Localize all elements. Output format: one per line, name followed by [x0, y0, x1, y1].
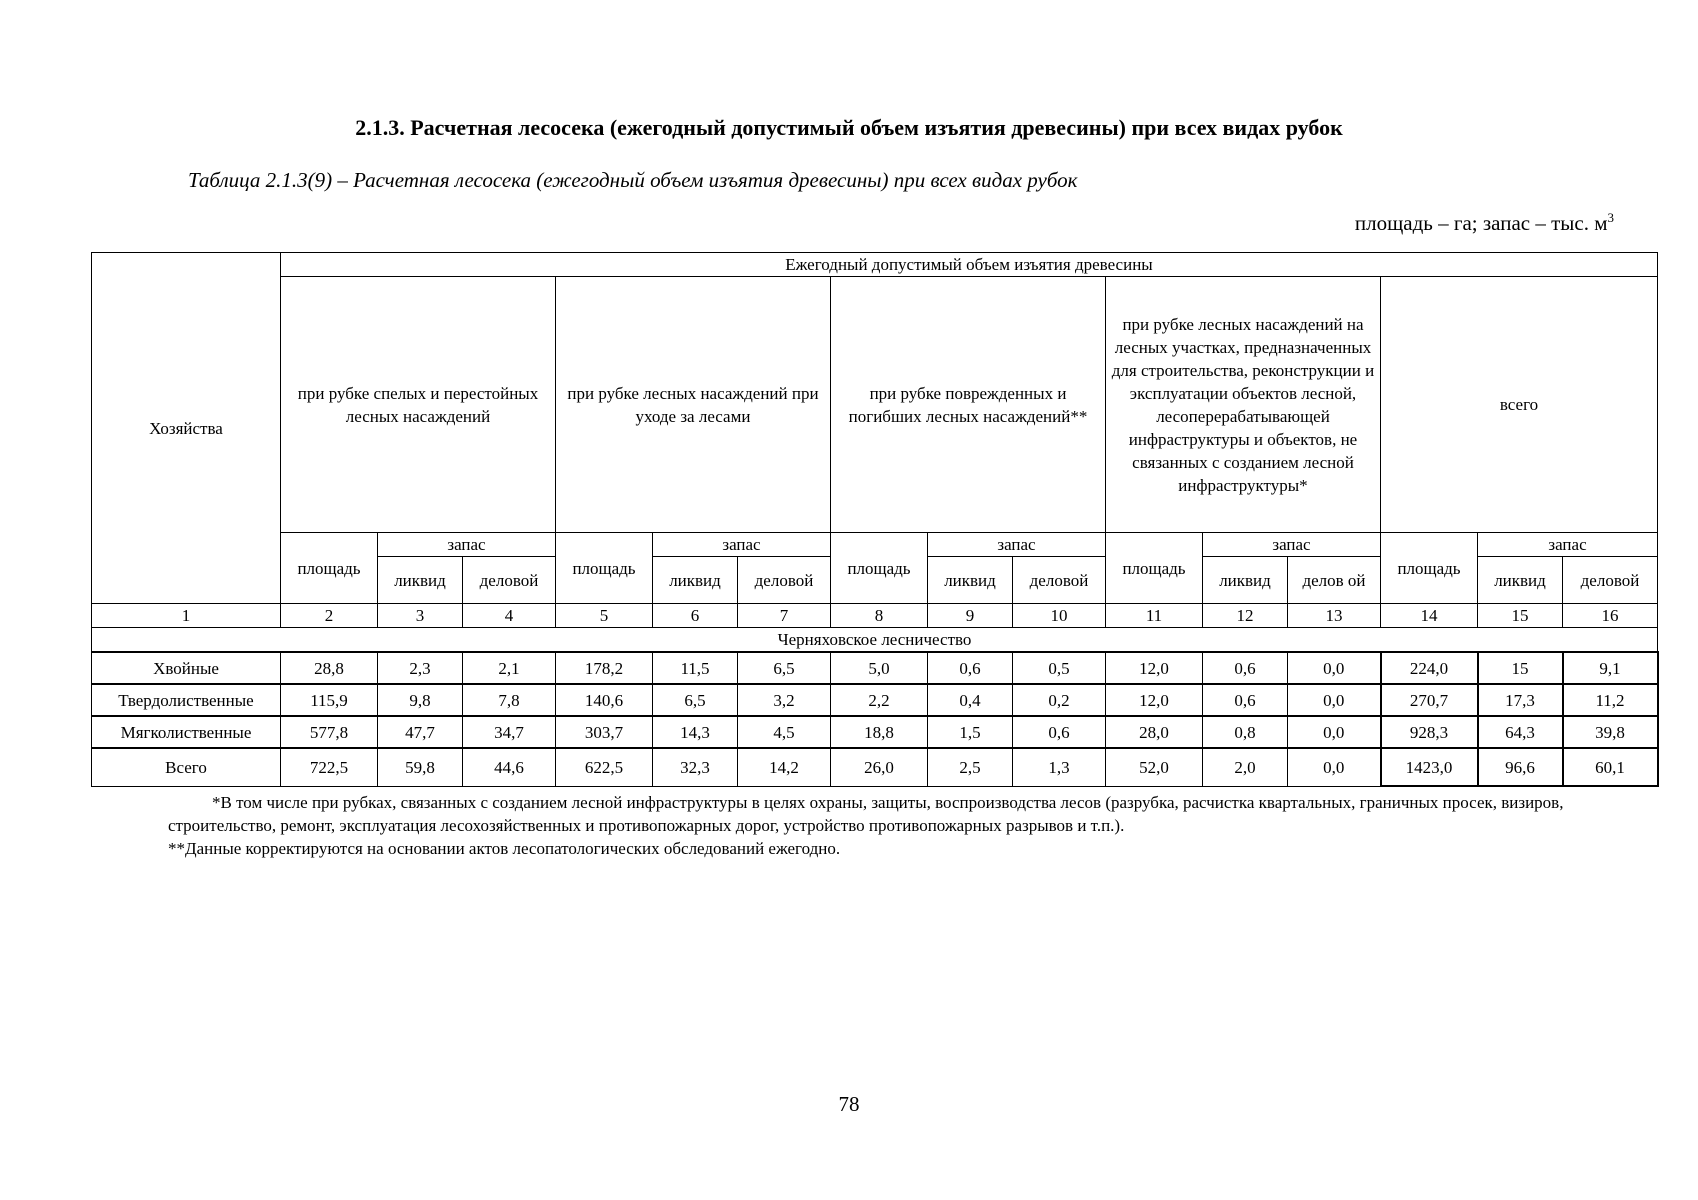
subheader-area: площадь — [281, 533, 378, 604]
subheader-stock: запас — [1203, 533, 1381, 557]
subheader-liquid: ликвид — [928, 557, 1013, 604]
subheader-stock: запас — [928, 533, 1106, 557]
group-header-construction: при рубке лесных насаждений на лесных участках, предназначенных для строительства, реконструкции и эксплуатации объектов лесной, лесоперерабатывающей инфраструктуры и объектов, не связанных с созданием лесной инфраструктуры* — [1106, 277, 1381, 533]
table-cell: 12,0 — [1106, 684, 1203, 716]
forestry-section-row: Черняховское лесничество — [92, 628, 1658, 653]
harvest-table — [91, 252, 1659, 787]
table-cell: 12,0 — [1106, 652, 1203, 684]
row-name: Мягколиственные — [92, 716, 281, 748]
table-cell: 18,8 — [831, 716, 928, 748]
table-cell: 0,6 — [1013, 716, 1106, 748]
table-cell: 2,5 — [928, 748, 1013, 786]
units-superscript: 3 — [1607, 210, 1614, 225]
group-header-mature: при рубке спелых и перестойных лесных насаждений — [281, 277, 556, 533]
units-note — [1355, 210, 1614, 236]
table-row — [92, 684, 1658, 716]
table-cell: 44,6 — [463, 748, 556, 786]
table-cell: 14,2 — [738, 748, 831, 786]
table-cell: 0,6 — [1203, 652, 1288, 684]
subheader-area: площадь — [831, 533, 928, 604]
subheader-liquid: ликвид — [1203, 557, 1288, 604]
subheader-liquid: ликвид — [653, 557, 738, 604]
table-cell: 28,8 — [281, 652, 378, 684]
table-cell: 2,1 — [463, 652, 556, 684]
table-cell: 2,2 — [831, 684, 928, 716]
table-cell: 0,0 — [1288, 716, 1381, 748]
units-text: площадь – га; запас – тыс. м — [1354, 211, 1608, 235]
section-heading: 2.1.3. Расчетная лесосека (ежегодный допустимый объем изъятия древесины) при всех видах рубок — [355, 115, 1343, 140]
table-caption: Таблица 2.1.3(9) – Расчетная лесосека (ежегодный объем изъятия древесины) при всех видах рубок — [188, 168, 1078, 192]
table-cell: 96,6 — [1478, 748, 1563, 786]
subheader-business: деловой — [1013, 557, 1106, 604]
column-number: 8 — [831, 604, 928, 628]
table-cell: 59,8 — [378, 748, 463, 786]
group-header-thinning: при рубке лесных насаждений при уходе за лесами — [556, 277, 831, 533]
table-row — [92, 652, 1658, 684]
table-row — [92, 716, 1658, 748]
column-number: 10 — [1013, 604, 1106, 628]
table-cell: 28,0 — [1106, 716, 1203, 748]
table-cell: 270,7 — [1381, 684, 1478, 716]
table-cell: 1423,0 — [1381, 748, 1478, 786]
row-name: Всего — [92, 748, 281, 786]
table-cell: 34,7 — [463, 716, 556, 748]
subheader-business: деловой — [738, 557, 831, 604]
group-header-total: всего — [1381, 277, 1658, 533]
table-cell: 32,3 — [653, 748, 738, 786]
table-cell: 11,5 — [653, 652, 738, 684]
table-cell: 577,8 — [281, 716, 378, 748]
subheader-stock: запас — [653, 533, 831, 557]
column-number: 13 — [1288, 604, 1381, 628]
table-cell: 178,2 — [556, 652, 653, 684]
column-number: 6 — [653, 604, 738, 628]
row-name: Хвойные — [92, 652, 281, 684]
table-cell: 4,5 — [738, 716, 831, 748]
table-cell: 6,5 — [738, 652, 831, 684]
footnote-2: **Данные корректируются на основании актов лесопатологических обследований ежегодно. — [168, 839, 841, 858]
footnotes — [168, 791, 1598, 860]
table-cell: 39,8 — [1563, 716, 1658, 748]
table-cell: 0,4 — [928, 684, 1013, 716]
subheader-stock: запас — [378, 533, 556, 557]
table-cell: 5,0 — [831, 652, 928, 684]
table-cell: 2,3 — [378, 652, 463, 684]
subheader-area: площадь — [1106, 533, 1203, 604]
column-number-row — [92, 604, 1658, 628]
header-annual-volume: Ежегодный допустимый объем изъятия древесины — [281, 253, 1658, 277]
table-cell: 0,6 — [928, 652, 1013, 684]
table-cell: 140,6 — [556, 684, 653, 716]
header-farms: Хозяйства — [92, 253, 281, 604]
column-number: 16 — [1563, 604, 1658, 628]
table-cell: 2,0 — [1203, 748, 1288, 786]
table-cell: 928,3 — [1381, 716, 1478, 748]
table-cell: 0,5 — [1013, 652, 1106, 684]
table-cell: 7,8 — [463, 684, 556, 716]
subheader-liquid: ликвид — [378, 557, 463, 604]
column-number: 3 — [378, 604, 463, 628]
column-number: 7 — [738, 604, 831, 628]
table-cell: 0,2 — [1013, 684, 1106, 716]
page-number: 78 — [838, 1092, 860, 1116]
subheader-business: деловой — [1563, 557, 1658, 604]
table-cell: 1,3 — [1013, 748, 1106, 786]
table-cell: 47,7 — [378, 716, 463, 748]
column-number: 12 — [1203, 604, 1288, 628]
table-row — [92, 748, 1658, 786]
subheader-liquid: ликвид — [1478, 557, 1563, 604]
table-cell: 9,1 — [1563, 652, 1658, 684]
column-number: 11 — [1106, 604, 1203, 628]
table-cell: 11,2 — [1563, 684, 1658, 716]
column-number: 5 — [556, 604, 653, 628]
table-cell: 0,0 — [1288, 748, 1381, 786]
table-cell: 15 — [1478, 652, 1563, 684]
table-cell: 0,0 — [1288, 652, 1381, 684]
column-number: 4 — [463, 604, 556, 628]
subheader-business: делов ой — [1288, 557, 1381, 604]
table-cell: 6,5 — [653, 684, 738, 716]
table-cell: 52,0 — [1106, 748, 1203, 786]
table-cell: 622,5 — [556, 748, 653, 786]
table-cell: 3,2 — [738, 684, 831, 716]
subheader-area: площадь — [556, 533, 653, 604]
column-number: 9 — [928, 604, 1013, 628]
table-cell: 722,5 — [281, 748, 378, 786]
table-cell: 1,5 — [928, 716, 1013, 748]
column-number: 1 — [92, 604, 281, 628]
column-number: 14 — [1381, 604, 1478, 628]
table-cell: 224,0 — [1381, 652, 1478, 684]
table-cell: 64,3 — [1478, 716, 1563, 748]
group-header-damaged: при рубке поврежденных и погибших лесных насаждений** — [831, 277, 1106, 533]
column-number: 15 — [1478, 604, 1563, 628]
table-cell: 26,0 — [831, 748, 928, 786]
table-cell: 9,8 — [378, 684, 463, 716]
table-cell: 115,9 — [281, 684, 378, 716]
table-cell: 17,3 — [1478, 684, 1563, 716]
subheader-stock: запас — [1478, 533, 1658, 557]
column-number: 2 — [281, 604, 378, 628]
table-cell: 0,0 — [1288, 684, 1381, 716]
footnote-1: *В том числе при рубках, связанных с созданием лесной инфраструктуры в целях охраны, защиты, воспроизводства лесов (разрубка, расчистка квартальных, граничных просек, визиров, строительство, ремонт, эксплуатация лесохозяйственных и противопожарных дорог, устройство противопожарных разрывов и т.п.). — [168, 793, 1564, 835]
table-cell: 14,3 — [653, 716, 738, 748]
table-cell: 0,8 — [1203, 716, 1288, 748]
subheader-business: деловой — [463, 557, 556, 604]
table-cell: 60,1 — [1563, 748, 1658, 786]
table-cell: 303,7 — [556, 716, 653, 748]
subheader-area: площадь — [1381, 533, 1478, 604]
row-name: Твердолиственные — [92, 684, 281, 716]
table-cell: 0,6 — [1203, 684, 1288, 716]
